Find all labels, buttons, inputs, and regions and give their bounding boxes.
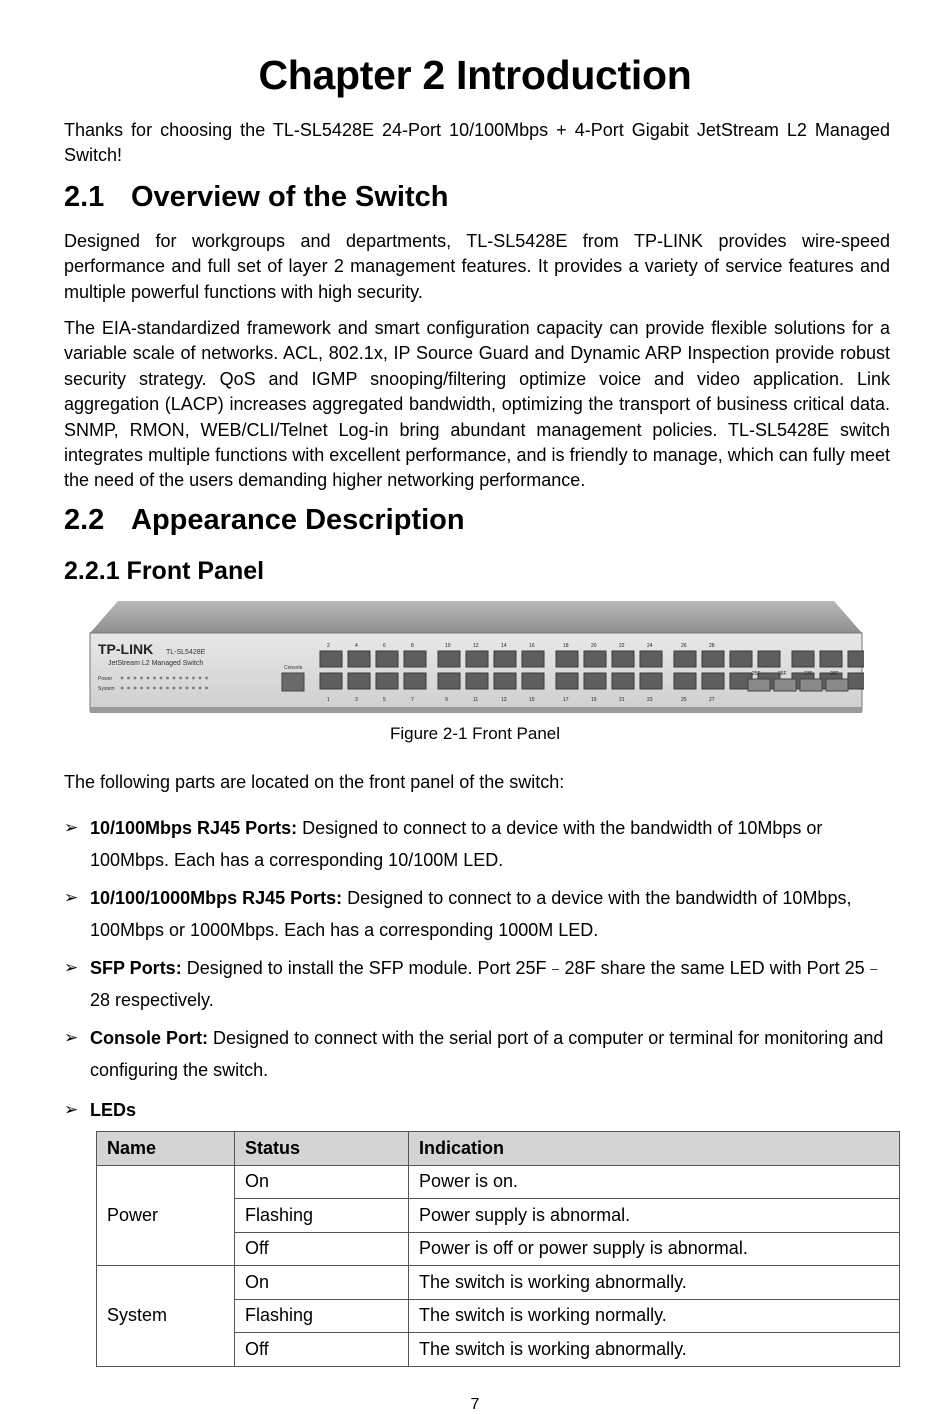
section-2-2-1-heading: 2.2.1 Front Panel xyxy=(64,557,265,585)
bullet-label: 10/100Mbps RJ45 Ports: xyxy=(90,818,298,838)
bullet-description: Designed to connect to a device with the bandwidth of 10Mbps or 100Mbps. Each has a corresponding 10/100M LED. xyxy=(90,818,823,870)
rj45-port xyxy=(376,651,398,667)
bullet-label: LEDs xyxy=(90,1100,137,1120)
feature-bullet xyxy=(64,952,896,1016)
rj45-port xyxy=(758,651,780,667)
table-row xyxy=(97,1266,900,1300)
brand-logo: TP-LINK xyxy=(98,641,154,657)
status-led-icon xyxy=(147,677,150,680)
status-led-icon xyxy=(205,687,208,690)
port-number-label: 16 xyxy=(529,643,535,649)
rj45-port xyxy=(612,673,634,689)
port-number-label: 21 xyxy=(619,697,625,703)
feature-bullet xyxy=(64,1022,896,1086)
led-indication-cell: The switch is working normally. xyxy=(409,1299,900,1333)
rj45-port xyxy=(494,651,516,667)
feature-bullet xyxy=(64,882,896,946)
led-status-cell: Flashing xyxy=(235,1199,409,1233)
console-label: Console xyxy=(284,665,303,671)
rj45-port xyxy=(584,651,606,667)
section-number: 2.2 xyxy=(64,504,105,536)
rj45-port xyxy=(584,673,606,689)
rj45-port xyxy=(556,651,578,667)
port-number-label: 3 xyxy=(355,697,358,703)
port-number-label: 24 xyxy=(647,643,653,649)
section-2-1-heading xyxy=(64,181,448,214)
section-title: Appearance Description xyxy=(131,504,465,536)
sfp-slot xyxy=(826,679,848,691)
rj45-port xyxy=(640,673,662,689)
model-label: TL-SL5428E xyxy=(166,649,206,656)
led-label-power: Power xyxy=(98,676,113,682)
port-number-label: 8 xyxy=(411,643,414,649)
status-led-icon xyxy=(121,677,124,680)
sfp-label: 25F xyxy=(752,671,761,677)
led-status-cell: Off xyxy=(235,1232,409,1266)
status-led-icon xyxy=(179,687,182,690)
led-status-cell: On xyxy=(235,1266,409,1300)
bullet-arrow-icon: ➢ xyxy=(64,958,79,977)
rj45-port xyxy=(348,651,370,667)
port-number-label: 2 xyxy=(327,643,330,649)
status-led-icon xyxy=(140,677,143,680)
rj45-port xyxy=(404,651,426,667)
port-number-label: 10 xyxy=(445,643,451,649)
status-led-icon xyxy=(127,687,130,690)
parts-intro: The following parts are located on the front panel of the switch: xyxy=(64,772,565,792)
section-number: 2.1 xyxy=(64,181,105,213)
rj45-port xyxy=(494,673,516,689)
sfp-label: 27F xyxy=(804,671,813,677)
rj45-port xyxy=(640,651,662,667)
chassis-bottom xyxy=(90,707,862,713)
led-indication-cell: Power is off or power supply is abnormal. xyxy=(409,1232,900,1266)
port-number-label: 13 xyxy=(501,697,507,703)
status-led-icon xyxy=(160,677,163,680)
port-number-label: 14 xyxy=(501,643,507,649)
sfp-slot xyxy=(774,679,796,691)
bullet-arrow-icon: ➢ xyxy=(64,1100,79,1119)
status-led-icon xyxy=(179,677,182,680)
rj45-port xyxy=(848,651,864,667)
sfp-label: 26F xyxy=(778,671,787,677)
rj45-port xyxy=(674,651,696,667)
port-number-label: 20 xyxy=(591,643,597,649)
led-table-body xyxy=(97,1165,900,1366)
status-led-icon xyxy=(140,687,143,690)
bullet-label: 10/100/1000Mbps RJ45 Ports: xyxy=(90,888,343,908)
led-indication-cell: The switch is working abnormally. xyxy=(409,1333,900,1367)
port-number-label: 6 xyxy=(383,643,386,649)
port-number-label: 25 xyxy=(681,697,687,703)
product-subtitle: JetStream L2 Managed Switch xyxy=(108,660,204,667)
led-name-cell: System xyxy=(97,1266,235,1367)
rj45-port xyxy=(466,651,488,667)
status-led-icon xyxy=(173,687,176,690)
rj45-port xyxy=(792,651,814,667)
front-panel-figure xyxy=(88,599,864,715)
status-led-icon xyxy=(192,687,195,690)
rj45-port xyxy=(612,651,634,667)
console-port xyxy=(282,673,304,691)
port-number-label: 11 xyxy=(473,697,479,703)
status-led-icon xyxy=(134,687,137,690)
overview-paragraph-1: Designed for workgroups and departments, TL-SL5428E from TP-LINK provides wire-speed performance and full set of layer 2 management features. It provides a variety of service features and multiple powerful functions with high security. xyxy=(64,231,890,302)
port-number-label: 19 xyxy=(591,697,597,703)
bullet-text xyxy=(90,812,896,876)
status-led-icon xyxy=(173,677,176,680)
table-row xyxy=(97,1165,900,1199)
status-led-icon xyxy=(121,687,124,690)
port-number-label: 26 xyxy=(681,643,687,649)
rj45-port xyxy=(848,673,864,689)
bullet-description: Designed to connect with the serial port of a computer or terminal for monitoring and configuring the switch. xyxy=(90,1028,884,1080)
status-led-icon xyxy=(192,677,195,680)
led-label-system: System xyxy=(98,686,115,692)
rj45-port xyxy=(820,651,842,667)
port-number-label: 23 xyxy=(647,697,653,703)
intro-paragraph: Thanks for choosing the TL-SL5428E 24-Port 10/100Mbps + 4-Port Gigabit JetStream L2 Managed Switch! xyxy=(64,120,890,166)
status-led-icon xyxy=(186,687,189,690)
bullet-text xyxy=(90,952,896,1016)
rj45-port xyxy=(522,673,544,689)
rj45-port xyxy=(376,673,398,689)
led-status-cell: Flashing xyxy=(235,1299,409,1333)
status-led-icon xyxy=(160,687,163,690)
feature-bullet xyxy=(64,1094,896,1126)
port-number-label: 4 xyxy=(355,643,358,649)
status-led-icon xyxy=(166,677,169,680)
rj45-port xyxy=(438,673,460,689)
port-number-label: 22 xyxy=(619,643,625,649)
status-led-icon xyxy=(186,677,189,680)
bullet-arrow-icon: ➢ xyxy=(64,888,79,907)
status-led-icon xyxy=(199,677,202,680)
port-number-label: 9 xyxy=(445,697,448,703)
page-number: 7 xyxy=(470,1396,480,1413)
feature-bullet xyxy=(64,812,896,876)
port-number-label: 18 xyxy=(563,643,569,649)
rj45-port xyxy=(674,673,696,689)
chapter-title: Chapter 2 Introduction xyxy=(258,52,692,98)
led-indication-cell: The switch is working abnormally. xyxy=(409,1266,900,1300)
bullet-description: Designed to connect to a device with the bandwidth of 10Mbps, 100Mbps or 1000Mbps. Each has a corresponding 1000M LED. xyxy=(90,888,852,940)
rj45-port xyxy=(702,651,724,667)
bullet-arrow-icon: ➢ xyxy=(64,818,79,837)
bullet-text xyxy=(90,1022,896,1086)
column-header: Name xyxy=(97,1132,235,1166)
led-table xyxy=(96,1131,900,1367)
chassis-top xyxy=(90,601,862,633)
rj45-port xyxy=(556,673,578,689)
rj45-port xyxy=(404,673,426,689)
sfp-slot xyxy=(800,679,822,691)
led-status-cell: On xyxy=(235,1165,409,1199)
section-2-2-heading xyxy=(64,504,465,537)
status-led-icon xyxy=(134,677,137,680)
led-indication-cell: Power is on. xyxy=(409,1165,900,1199)
led-status-cell: Off xyxy=(235,1333,409,1367)
bullet-description: Designed to install the SFP module. Port 25F﹣28F share the same LED with Port 25﹣28 respectively. xyxy=(90,958,883,1010)
port-number-label: 5 xyxy=(383,697,386,703)
port-number-label: 15 xyxy=(529,697,535,703)
port-number-label: 17 xyxy=(563,697,569,703)
sfp-label: 28F xyxy=(830,671,839,677)
port-number-label: 1 xyxy=(327,697,330,703)
port-number-label: 12 xyxy=(473,643,479,649)
rj45-port xyxy=(320,651,342,667)
led-table-header-row xyxy=(97,1132,900,1166)
bullet-text xyxy=(90,1094,896,1126)
bullet-text xyxy=(90,882,896,946)
led-indication-cell: Power supply is abnormal. xyxy=(409,1199,900,1233)
port-number-label: 27 xyxy=(709,697,715,703)
status-led-icon xyxy=(153,677,156,680)
status-led-icon xyxy=(199,687,202,690)
column-header: Indication xyxy=(409,1132,900,1166)
sfp-slot xyxy=(748,679,770,691)
rj45-port xyxy=(522,651,544,667)
port-number-label: 28 xyxy=(709,643,715,649)
bullet-label: Console Port: xyxy=(90,1028,209,1048)
rj45-port xyxy=(438,651,460,667)
status-led-icon xyxy=(153,687,156,690)
status-led-icon xyxy=(147,687,150,690)
overview-paragraph-2: The EIA-standardized framework and smart configuration capacity can provide flexible solutions for a variable scale of networks. ACL, 802.1x, IP Source Guard and Dynamic ARP Inspection provide robust security strategy. QoS and IGMP snooping/filtering optimize voice and video application. Link aggregation (LACP) increases aggregated bandwidth, optimizing the transport of business critical data. SNMP, RMON, WEB/CLI/Telnet Log-in bring abundant management policies. TL-SL5428E switch integrates multiple functions with excellent performance, and is friendly to manage, which can fully meet the need of the users demanding higher networking performance. xyxy=(64,318,890,491)
rj45-port xyxy=(466,673,488,689)
bullet-label: SFP Ports: xyxy=(90,958,182,978)
rj45-port xyxy=(730,651,752,667)
column-header: Status xyxy=(235,1132,409,1166)
rj45-port xyxy=(702,673,724,689)
status-led-icon xyxy=(205,677,208,680)
status-led-icon xyxy=(166,687,169,690)
led-name-cell: Power xyxy=(97,1165,235,1266)
section-title: Overview of the Switch xyxy=(131,181,449,213)
status-led-icon xyxy=(127,677,130,680)
port-number-label: 7 xyxy=(411,697,414,703)
rj45-port xyxy=(348,673,370,689)
bullet-arrow-icon: ➢ xyxy=(64,1028,79,1047)
figure-caption: Figure 2-1 Front Panel xyxy=(389,724,561,743)
rj45-port xyxy=(320,673,342,689)
